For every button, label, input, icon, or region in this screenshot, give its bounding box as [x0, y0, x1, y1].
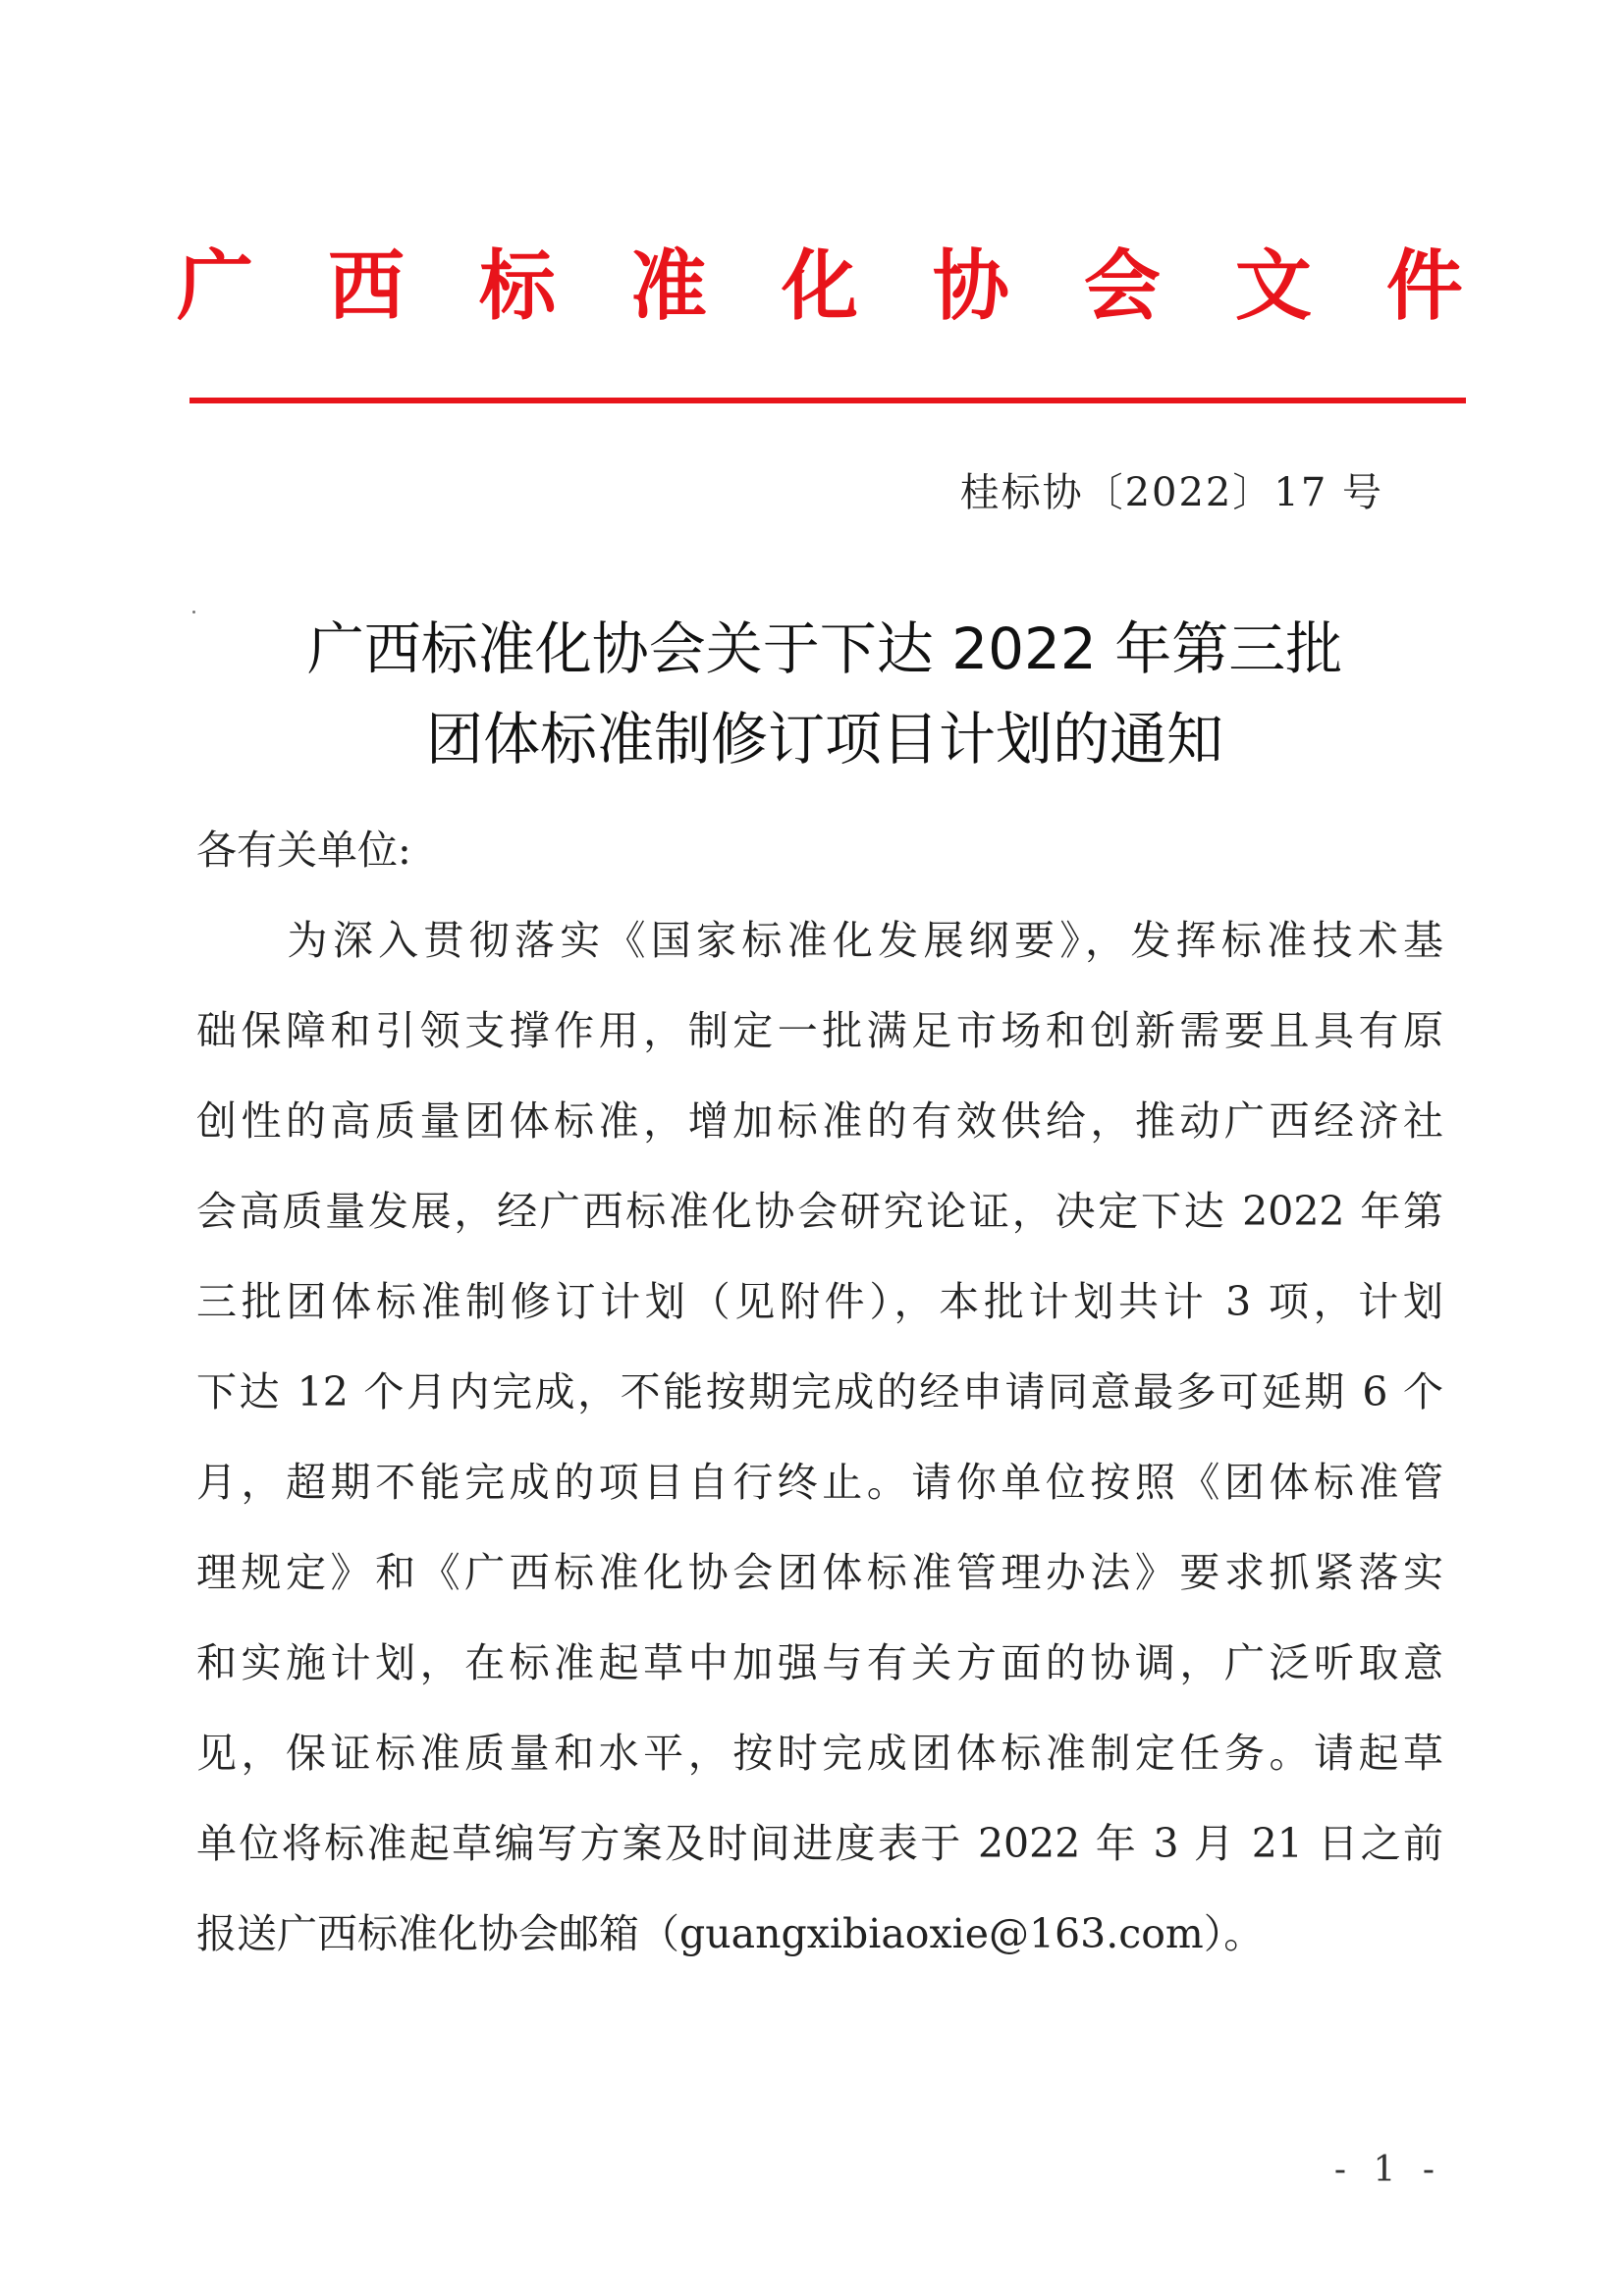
document-header-title [177, 226, 1463, 334]
document-title-line-1: 广西标准化协会关于下达 2022 年第三批 [306, 615, 1343, 682]
body-line: 月，超期不能完成的项目自行终止。请你单位按照《团体标准管 [196, 1459, 1443, 1506]
header-char: 准 [629, 242, 707, 331]
salutation: 各有关单位: [196, 827, 411, 874]
document-number: 桂标协〔2022〕17 号 [959, 470, 1383, 515]
page-number: - 1 - [1333, 2150, 1442, 2190]
body-line: 三批团体标准制修订计划（见附件），本批计划共计 3 项，计划 [196, 1278, 1443, 1325]
body-line: 下达 12 个月内完成，不能按期完成的经申请同意最多可延期 6 个 [196, 1368, 1443, 1415]
body-line: 创性的高质量团体标准，增加标准的有效供给，推动广西经济社 [196, 1097, 1443, 1145]
body-line: 理规定》和《广西标准化协会团体标准管理办法》要求抓紧落实 [196, 1549, 1443, 1596]
header-char: 文 [1234, 242, 1312, 331]
body-line: 础保障和引领支撑作用，制定一批满足市场和创新需要且具有原 [196, 1007, 1443, 1054]
body-line: 报送广西标准化协会邮箱（guangxibiaoxie@163.com）。 [196, 1910, 1265, 1957]
header-char: 件 [1385, 242, 1463, 331]
header-char: 协 [932, 242, 1009, 331]
header-char: 化 [781, 242, 858, 331]
header-divider-rule [189, 398, 1466, 403]
document-body [196, 805, 1443, 1979]
header-char: 广 [177, 242, 254, 331]
body-line: 和实施计划，在标准起草中加强与有关方面的协调，广泛听取意 [196, 1639, 1443, 1686]
header-char: 标 [478, 242, 556, 331]
body-line: 单位将标准起草编写方案及时间进度表于 2022 年 3 月 21 日之前 [196, 1820, 1443, 1867]
header-char: 西 [327, 242, 405, 331]
header-char: 会 [1083, 242, 1161, 331]
body-line: 会高质量发展，经广西标准化协会研究论证，决定下达 2022 年第 [196, 1188, 1443, 1235]
body-line: 为深入贯彻落实《国家标准化发展纲要》，发挥标准技术基 [196, 917, 1443, 964]
document-title [177, 604, 1473, 784]
body-line: 见，保证标准质量和水平，按时完成团体标准制定任务。请起草 [196, 1730, 1443, 1777]
document-title-line-2: 团体标准制修订项目计划的通知 [425, 706, 1223, 773]
